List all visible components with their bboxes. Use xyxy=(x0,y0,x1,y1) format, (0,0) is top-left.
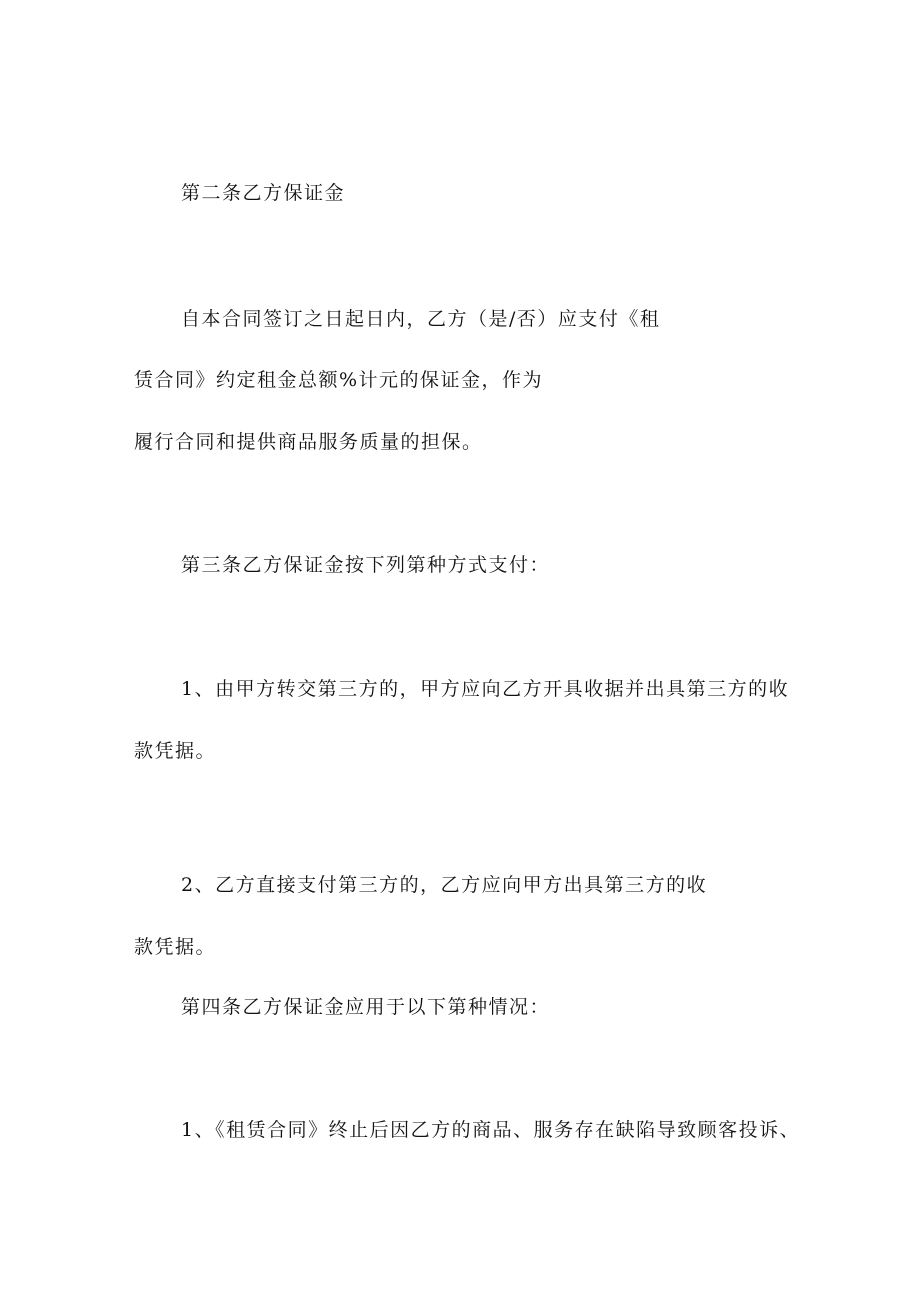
article-2-paragraph-line-1: 自本合同签订之日起日内，乙方（是/否）应支付《租 xyxy=(181,308,661,330)
article-3-heading: 第三条乙方保证金按下列第种方式支付： xyxy=(181,554,551,576)
article-3-item-2-line-1: 2、乙方直接支付第三方的，乙方应向甲方出具第三方的收 xyxy=(181,874,708,896)
article-2-paragraph-line-2: 赁合同》约定租金总额%计元的保证金，作为 xyxy=(134,369,544,391)
article-4-item-1-line-1: 1、《租赁合同》终止后因乙方的商品、服务存在缺陷导致顾客投诉、 xyxy=(181,1119,801,1141)
article-2-heading: 第二条乙方保证金 xyxy=(181,182,346,204)
article-3-item-1-line-2: 款凭据。 xyxy=(134,740,217,762)
article-2-paragraph-line-3: 履行合同和提供商品服务质量的担保。 xyxy=(134,431,483,453)
article-4-heading: 第四条乙方保证金应用于以下第种情况： xyxy=(181,996,551,1018)
article-3-item-1-line-1: 1、由甲方转交第三方的，甲方应向乙方开具收据并出具第三方的收 xyxy=(181,678,790,700)
article-3-item-2-line-2: 款凭据。 xyxy=(134,936,217,958)
